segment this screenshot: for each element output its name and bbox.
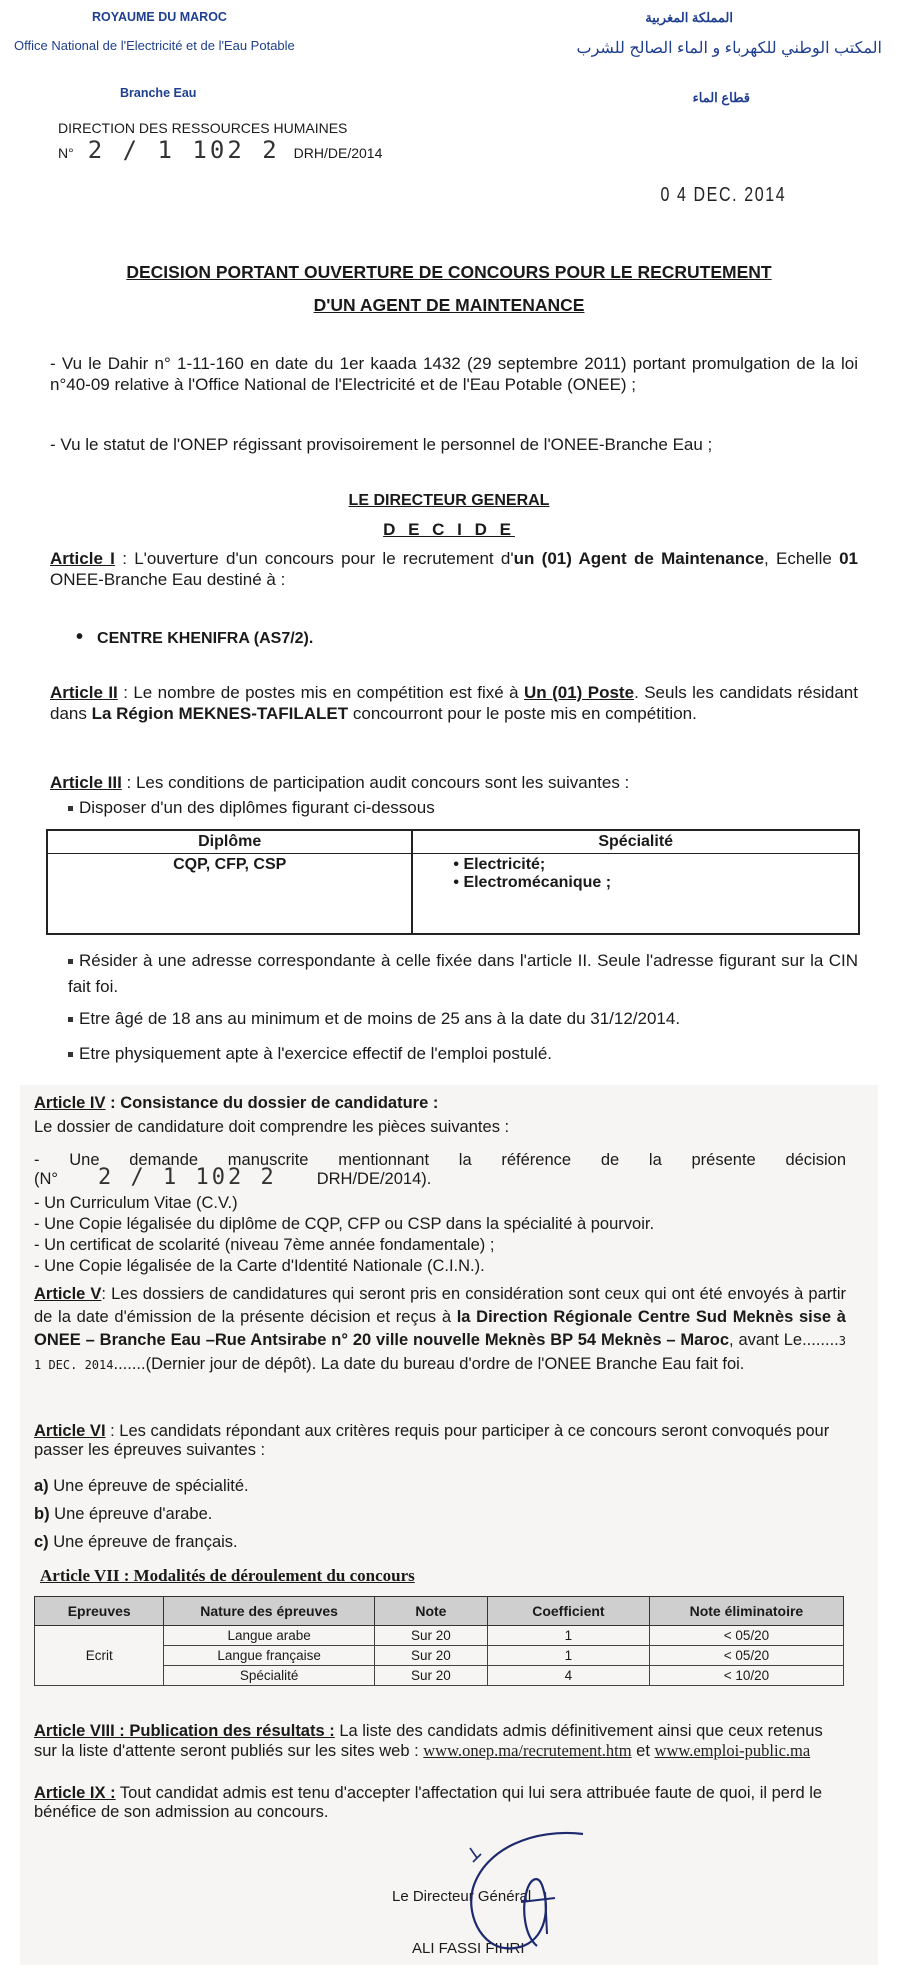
article-2-poste: Un (01) Poste [524,683,635,702]
article-1-text-a: : L'ouverture d'un concours pour le recrutement d' [114,549,514,568]
exam-col-coefficient: Coefficient [488,1597,650,1626]
article-6-item-a: a) Une épreuve de spécialité. [34,1477,249,1495]
handwritten-signature [455,1818,595,1968]
diploma-col-header: Diplôme [47,830,412,854]
article-4-label: Article IV [34,1094,106,1112]
branch-ar: قطاع الماء [692,90,750,105]
onep-recruitment-link[interactable]: www.onep.ma/recrutement.htm [423,1741,632,1760]
exam-cell: < 05/20 [649,1626,843,1646]
item-ref-number: 2 / 1 102 2 [98,1165,277,1190]
decide-heading: D E C I D E [383,520,515,539]
item-ref-prefix: (N° [34,1170,59,1188]
center-name: CENTRE KHENIFRA (AS7/2). [97,630,314,647]
article-5-text-a: : Les dossiers de candidatures qui seront pris en considération sont ceux qui ont été envoyés à partir de la date d'émission de la présente décision et reçus à [34,1285,846,1326]
article-5-label: Article V [34,1285,102,1303]
article-2-text-c: concourront pour le poste mis en compétition. [348,704,697,723]
decision-title-line2: D'UN AGENT DE MAINTENANCE [313,295,585,315]
article-4-item-diploma: - Une Copie légalisée du diplôme de CQP, CFP ou CSP dans la spécialité à pourvoir. [34,1215,655,1233]
exam-cell: 1 [488,1626,650,1646]
article-9 [34,1784,846,1822]
condition-age-text: Etre âgé de 18 ans au minimum et de moins de 25 ans à la date du 31/12/2014. [79,1009,681,1028]
specialty-col-header: Spécialité [412,830,859,854]
article-4-item-1a: - Une demande manuscrite mentionnant la référence de la présente décision [34,1151,846,1169]
ref-number: 2 / 1 102 2 [87,136,280,164]
article-6-item-b: b) Une épreuve d'arabe. [34,1505,213,1523]
article-4-item-1b [34,1165,846,1190]
article-6-text: : Les candidats répondant aux critères requis pour participer à ce concours seront convoqués pour passer les épreuves suivantes : [34,1422,830,1459]
article-2-text-b: . Seuls les candidats résidant dans [50,683,858,723]
exam-col-epreuves: Epreuves [35,1597,164,1626]
article-1-agent: un (01) Agent de Maintenance [513,549,765,568]
kingdom-ar: المملكة المغربية [645,10,733,25]
article-4-item-cin: - Une Copie légalisée de la Carte d'Identité Nationale (C.I.N.). [34,1257,485,1275]
article-5-address: la Direction Régionale Centre Sud Meknès sise à ONEE – Branche Eau –Rue Antsirabe n° 20 ville nouvelle Meknès BP 54 Meknès – Maroc [34,1308,846,1349]
article-6-item-c: c) Une épreuve de français. [34,1533,238,1551]
article-6 [34,1422,846,1460]
ref-suffix: DRH/DE/2014 [293,145,383,161]
condition-address [68,948,858,1000]
exam-col-note: Note [374,1597,487,1626]
exam-cell: 4 [488,1666,650,1686]
article-1 [50,548,858,590]
directeur-heading: LE DIRECTEUR GENERAL [348,492,550,509]
exam-cell: < 05/20 [649,1646,843,1666]
article-4-heading [34,1093,846,1113]
article-2-region: La Région MEKNES-TAFILALET [91,704,349,723]
article-7-title: Article VII : Modalités de déroulement du concours [40,1566,415,1585]
article-4-item-certificate: - Un certificat de scolarité (niveau 7ème année fondamentale) ; [34,1236,495,1254]
article-4-intro: Le dossier de candidature doit comprendre les pièces suivantes : [34,1118,510,1136]
decision-title-line1: DECISION PORTANT OUVERTURE DE CONCOURS POUR LE RECRUTEMENT [126,262,772,282]
date-stamp: 0 4 DEC. 2014 [660,184,786,206]
article-1-text-c: ONEE-Branche Eau destiné à : [50,570,286,589]
article-8-and: et [631,1742,655,1760]
article-8-label: Article VIII : Publication des résultats : [34,1722,335,1740]
article-3-label: Article III [50,773,122,792]
article-2 [50,682,858,724]
specialty-electricite: • Electricité; [453,856,546,873]
article-5-text-b: , avant Le [729,1331,803,1349]
exam-col-nature: Nature des épreuves [164,1597,374,1626]
branch-fr: Branche Eau [120,86,197,100]
exam-cell: Langue française [164,1646,374,1666]
exam-cell: Sur 20 [374,1626,487,1646]
article-2-label: Article II [50,683,118,702]
article-5: Article V: Les dossiers de candidatures qui seront pris en considération sont ceux qui ont été envoyés à partir de la date d'émission de la présente décision et reçus à la Direction Régionale Centre Sud Meknès sise à ONEE – Branche Eau –Rue Antsirabe n° 20 ville nouvelle Meknès BP 54 Meknès – Maroc, avant Le........3 1 DEC. 2014.......(Dernier jour de dépôt). La date du bureau d'ordre de l'ONEE Branche Eau fait foi. [34,1285,846,1373]
exam-cell: Langue arabe [164,1626,374,1646]
condition-fitness-text: Etre physiquement apte à l'exercice effectif de l'emploi postulé. [79,1044,552,1063]
exam-cell: Spécialité [164,1666,374,1686]
item-ref-suffix: DRH/DE/2014). [316,1170,432,1188]
ref-prefix: N° [58,145,74,161]
office-name-fr: Office National de l'Electricité et de l'Eau Potable [14,38,295,53]
exam-cell: 1 [488,1646,650,1666]
exam-epreuve-ecrit: Ecrit [35,1626,164,1686]
exam-table-header [35,1597,844,1626]
article-3-text: : Les conditions de participation audit concours sont les suivantes : [121,773,630,792]
condition-age [68,1008,858,1029]
vu-statut: - Vu le statut de l'ONEP régissant provisoirement le personnel de l'ONEE-Branche Eau ; [50,435,713,454]
exam-table [34,1596,844,1686]
table-row [35,1626,844,1646]
article-9-text: Tout candidat admis est tenu d'accepter l'affectation qui lui sera attribuée faute de quoi, il perd le bénéfice de son admission au concours. [34,1784,823,1821]
article-5-deadline-stamp: 3 1 DEC. 2014 [34,1334,846,1372]
article-3 [50,772,858,793]
bullet-icon: • [76,626,84,648]
office-name-ar: المكتب الوطني للكهرباء و الماء الصالح للشرب [576,40,882,57]
condition-address-text: Résider à une adresse correspondante à celle fixée dans l'article II. Seule l'adresse figurant sur la CIN fait foi. [68,951,858,996]
exam-cell: Sur 20 [374,1646,487,1666]
diploma-list: CQP, CFP, CSP [47,854,412,934]
exam-cell: Sur 20 [374,1666,487,1686]
direction-name: DIRECTION DES RESSOURCES HUMAINES [58,120,348,136]
article-1-echelle: 01 [839,549,858,568]
article-4-title: : Consistance du dossier de candidature : [105,1094,439,1112]
reference-line [58,136,382,164]
square-bullet-icon [68,959,73,964]
article-9-label: Article IX : [34,1784,116,1802]
article-5-text-c: (Dernier jour de dépôt). La date du bureau d'ordre de l'ONEE Branche Eau fait foi. [145,1355,745,1373]
square-bullet-icon [68,1017,73,1022]
article-6-label: Article VI [34,1422,106,1440]
center-bullet [76,626,313,649]
exam-cell: < 10/20 [649,1666,843,1686]
kingdom-fr: ROYAUME DU MAROC [92,10,227,24]
article-8-text: La liste des candidats admis définitivement ainsi que ceux retenus sur la liste d'attente seront publiés sur les sites web : [34,1722,823,1760]
square-bullet-icon [68,1052,73,1057]
article-4-item-cv: - Un Curriculum Vitae (C.V.) [34,1194,238,1212]
emploi-public-link[interactable]: www.emploi-public.ma [654,1741,811,1760]
article-2-text-a: : Le nombre de postes mis en compétition est fixé à [117,683,525,702]
signatory-name: ALI FASSI FIHRI [412,1940,525,1957]
specialty-electromecanique: • Electromécanique ; [453,874,612,891]
diploma-table [46,829,860,935]
article-1-text-b: , Echelle [764,549,840,568]
condition-fitness [68,1043,858,1064]
specialty-list [412,854,859,934]
exam-col-eliminatoire: Note éliminatoire [649,1597,843,1626]
vu-dahir: - Vu le Dahir n° 1-11-160 en date du 1er kaada 1432 (29 septembre 2011) portant promulgation de la loi n°40-09 relative à l'Office National de l'Electricité et de l'Eau Potable (ONEE) ; [50,354,858,394]
signatory-role: Le Directeur Général [392,1888,532,1905]
article-1-label: Article I [50,549,115,568]
condition-diploma [68,797,858,818]
square-bullet-icon [68,806,73,811]
condition-diploma-text: Disposer d'un des diplômes figurant ci-dessous [79,798,435,817]
article-8 [34,1722,846,1761]
